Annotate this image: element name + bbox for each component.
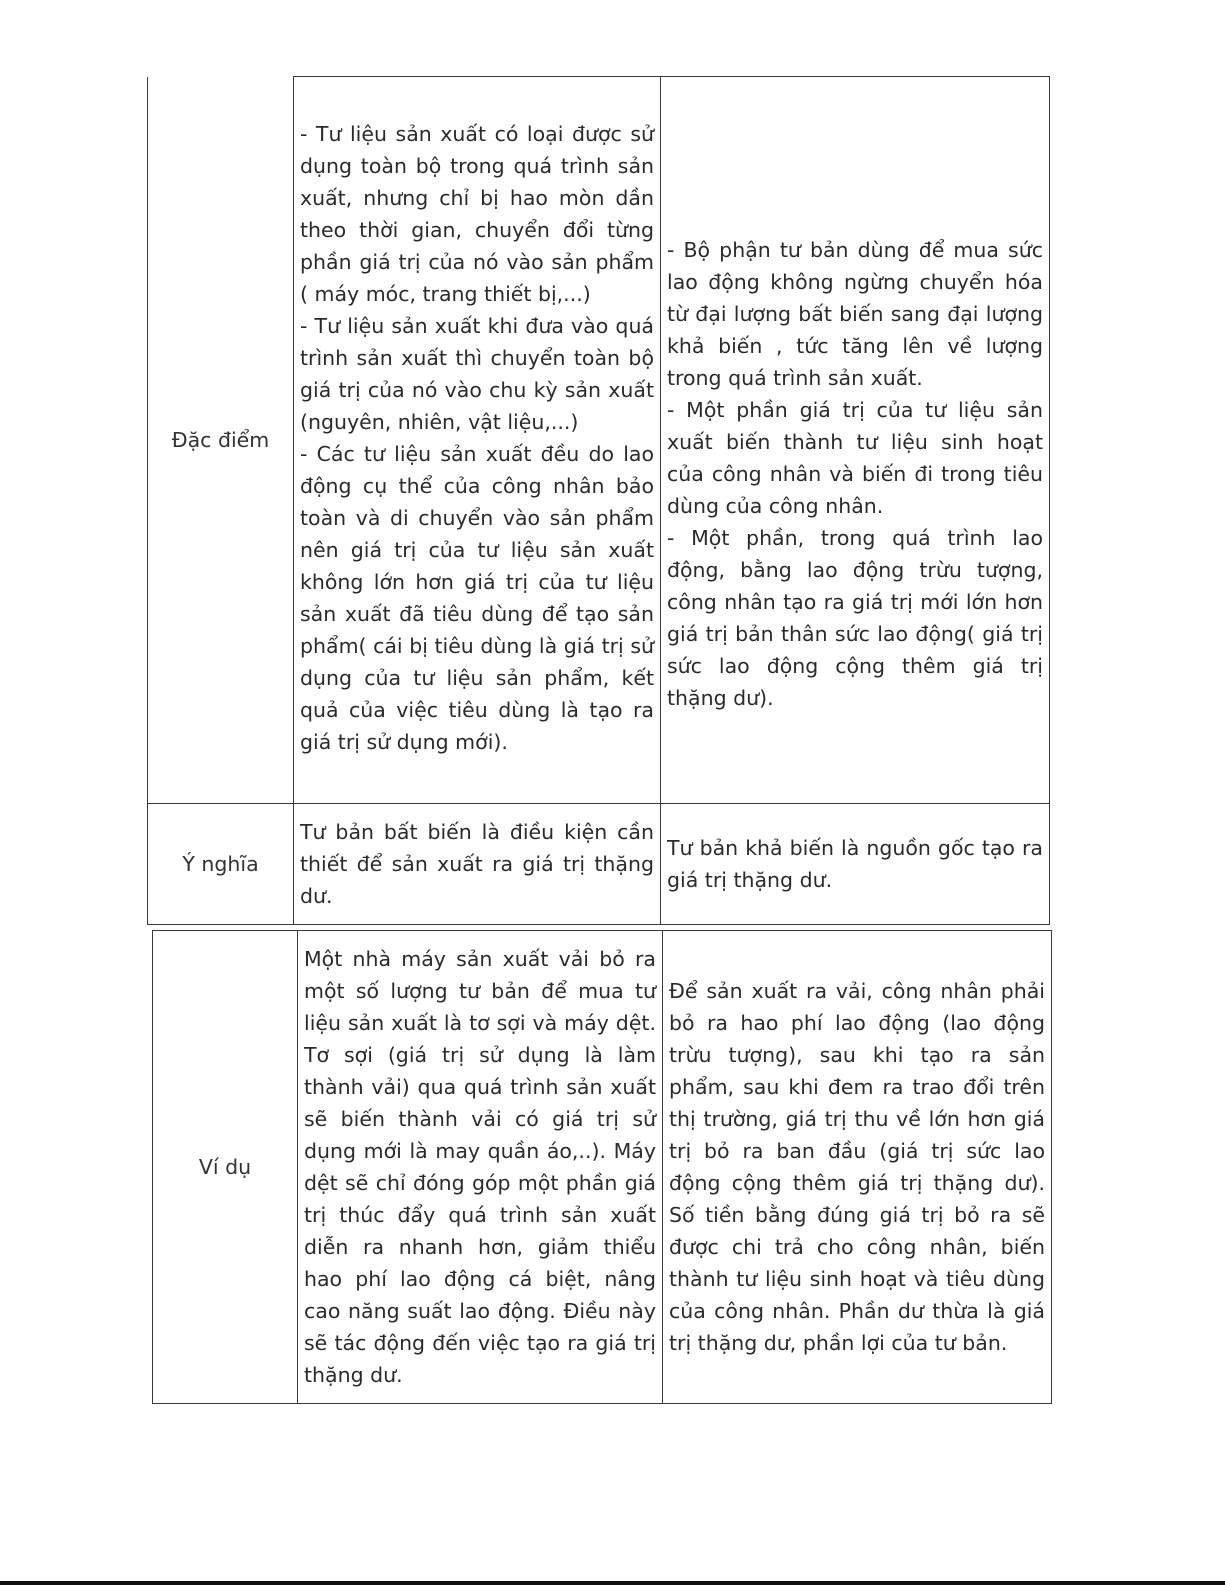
row-label-text: Ví dụ [198,1155,252,1179]
cell-constant-capital-characteristics [294,77,661,804]
cell-variable-capital-significance [661,804,1050,925]
constant-capital-significance-text: Tư bản bất biến là điều kiện cần thiết để sản xuất ra giá trị thặng dư. [300,820,654,908]
row-label-example [153,931,298,1404]
variable-capital-point-3: - Một phần, trong quá trình lao động, bằng lao động trừu tượng, công nhân tạo ra giá trị mới lớn hơn giá trị bản thân sức lao động( giá trị sức lao động cộng thêm giá trị thặng dư). [667,526,1043,710]
constant-capital-point-3: - Các tư liệu sản xuất đều do lao động cụ thể của công nhân bảo toàn và di chuyển vào sản phẩm nên giá trị của tư liệu sản xuất không lớn hơn giá trị của tư liệu sản xuất đã tiêu dùng để tạo sản phẩm( cái bị tiêu dùng là giá trị sử dụng của tư liệu sản phẩm, kết quả của việc tiêu dùng là tạo ra giá trị sử dụng mới). [300,442,654,754]
constant-capital-point-1: - Tư liệu sản xuất có loại được sử dụng toàn bộ trong quá trình sản xuất, nhưng chỉ bị hao mòn dần theo thời gian, chuyển đổi từng phần giá trị của nó vào sản phẩm ( máy móc, trang thiết bị,...) [300,122,654,306]
constant-capital-example-text: Một nhà máy sản xuất vải bỏ ra một số lượng tư bản để mua tư liệu sản xuất là tơ sợi và máy dệt. Tơ sợi (giá trị sử dụng là làm thành vải) qua quá trình sản xuất sẽ biến thành vải có giá trị sử dụng mới là may quần áo,..). Máy dệt sẽ chỉ đóng góp một phần giá trị thúc đẩy quá trình sản xuất diễn ra nhanh hơn, giảm thiểu hao phí lao động cá biệt, nâng cao năng suất lao động. Điều này sẽ tác động đến việc tạo ra giá trị thặng dư. [304,947,656,1387]
cell-constant-capital-significance [294,804,661,925]
cell-variable-capital-characteristics [661,77,1050,804]
comparison-table-upper [147,76,1050,925]
variable-capital-example-text: Để sản xuất ra vải, công nhân phải bỏ ra hao phí lao động (lao động trừu tượng), sau khi tạo ra sản phẩm, sau khi đem ra trao đổi trên thị trường, giá trị thu về lớn hơn giá trị bỏ ra ban đầu (giá trị sức lao động cộng thêm giá trị thặng dư). Số tiền bằng đúng giá trị bỏ ra sẽ được chi trả cho công nhân, biến thành tư liệu sinh hoạt và tiêu dùng của công nhân. Phần dư thừa là giá trị thặng dư, phần lợi của tư bản. [669,979,1045,1355]
variable-capital-significance-text: Tư bản khả biến là nguồn gốc tạo ra giá trị thặng dư. [667,836,1043,892]
comparison-table-lower [152,930,1052,1404]
page-bottom-rule [0,1581,1225,1585]
cell-constant-capital-example [298,931,663,1404]
row-label-text: Ý nghĩa [182,852,259,876]
variable-capital-point-2: - Một phần giá trị của tư liệu sản xuất biến thành tư liệu sinh hoạt của công nhân và biến đi trong tiêu dùng của công nhân. [667,398,1043,518]
table-row-example [153,931,1052,1404]
table-row-significance [148,804,1050,925]
table-row-characteristics [148,77,1050,804]
cell-variable-capital-example [663,931,1052,1404]
row-label-significance [148,804,294,925]
row-label-text: Đặc điểm [171,427,270,452]
variable-capital-point-1: - Bộ phận tư bản dùng để mua sức lao động không ngừng chuyển hóa từ đại lượng bất biến sang đại lượng khả biến , tức tăng lên về lượng trong quá trình sản xuất. [667,238,1043,390]
row-label-characteristics [148,77,294,804]
constant-capital-point-2: - Tư liệu sản xuất khi đưa vào quá trình sản xuất thì chuyển toàn bộ giá trị của nó vào chu kỳ sản xuất (nguyên, nhiên, vật liệu,...) [300,314,654,434]
